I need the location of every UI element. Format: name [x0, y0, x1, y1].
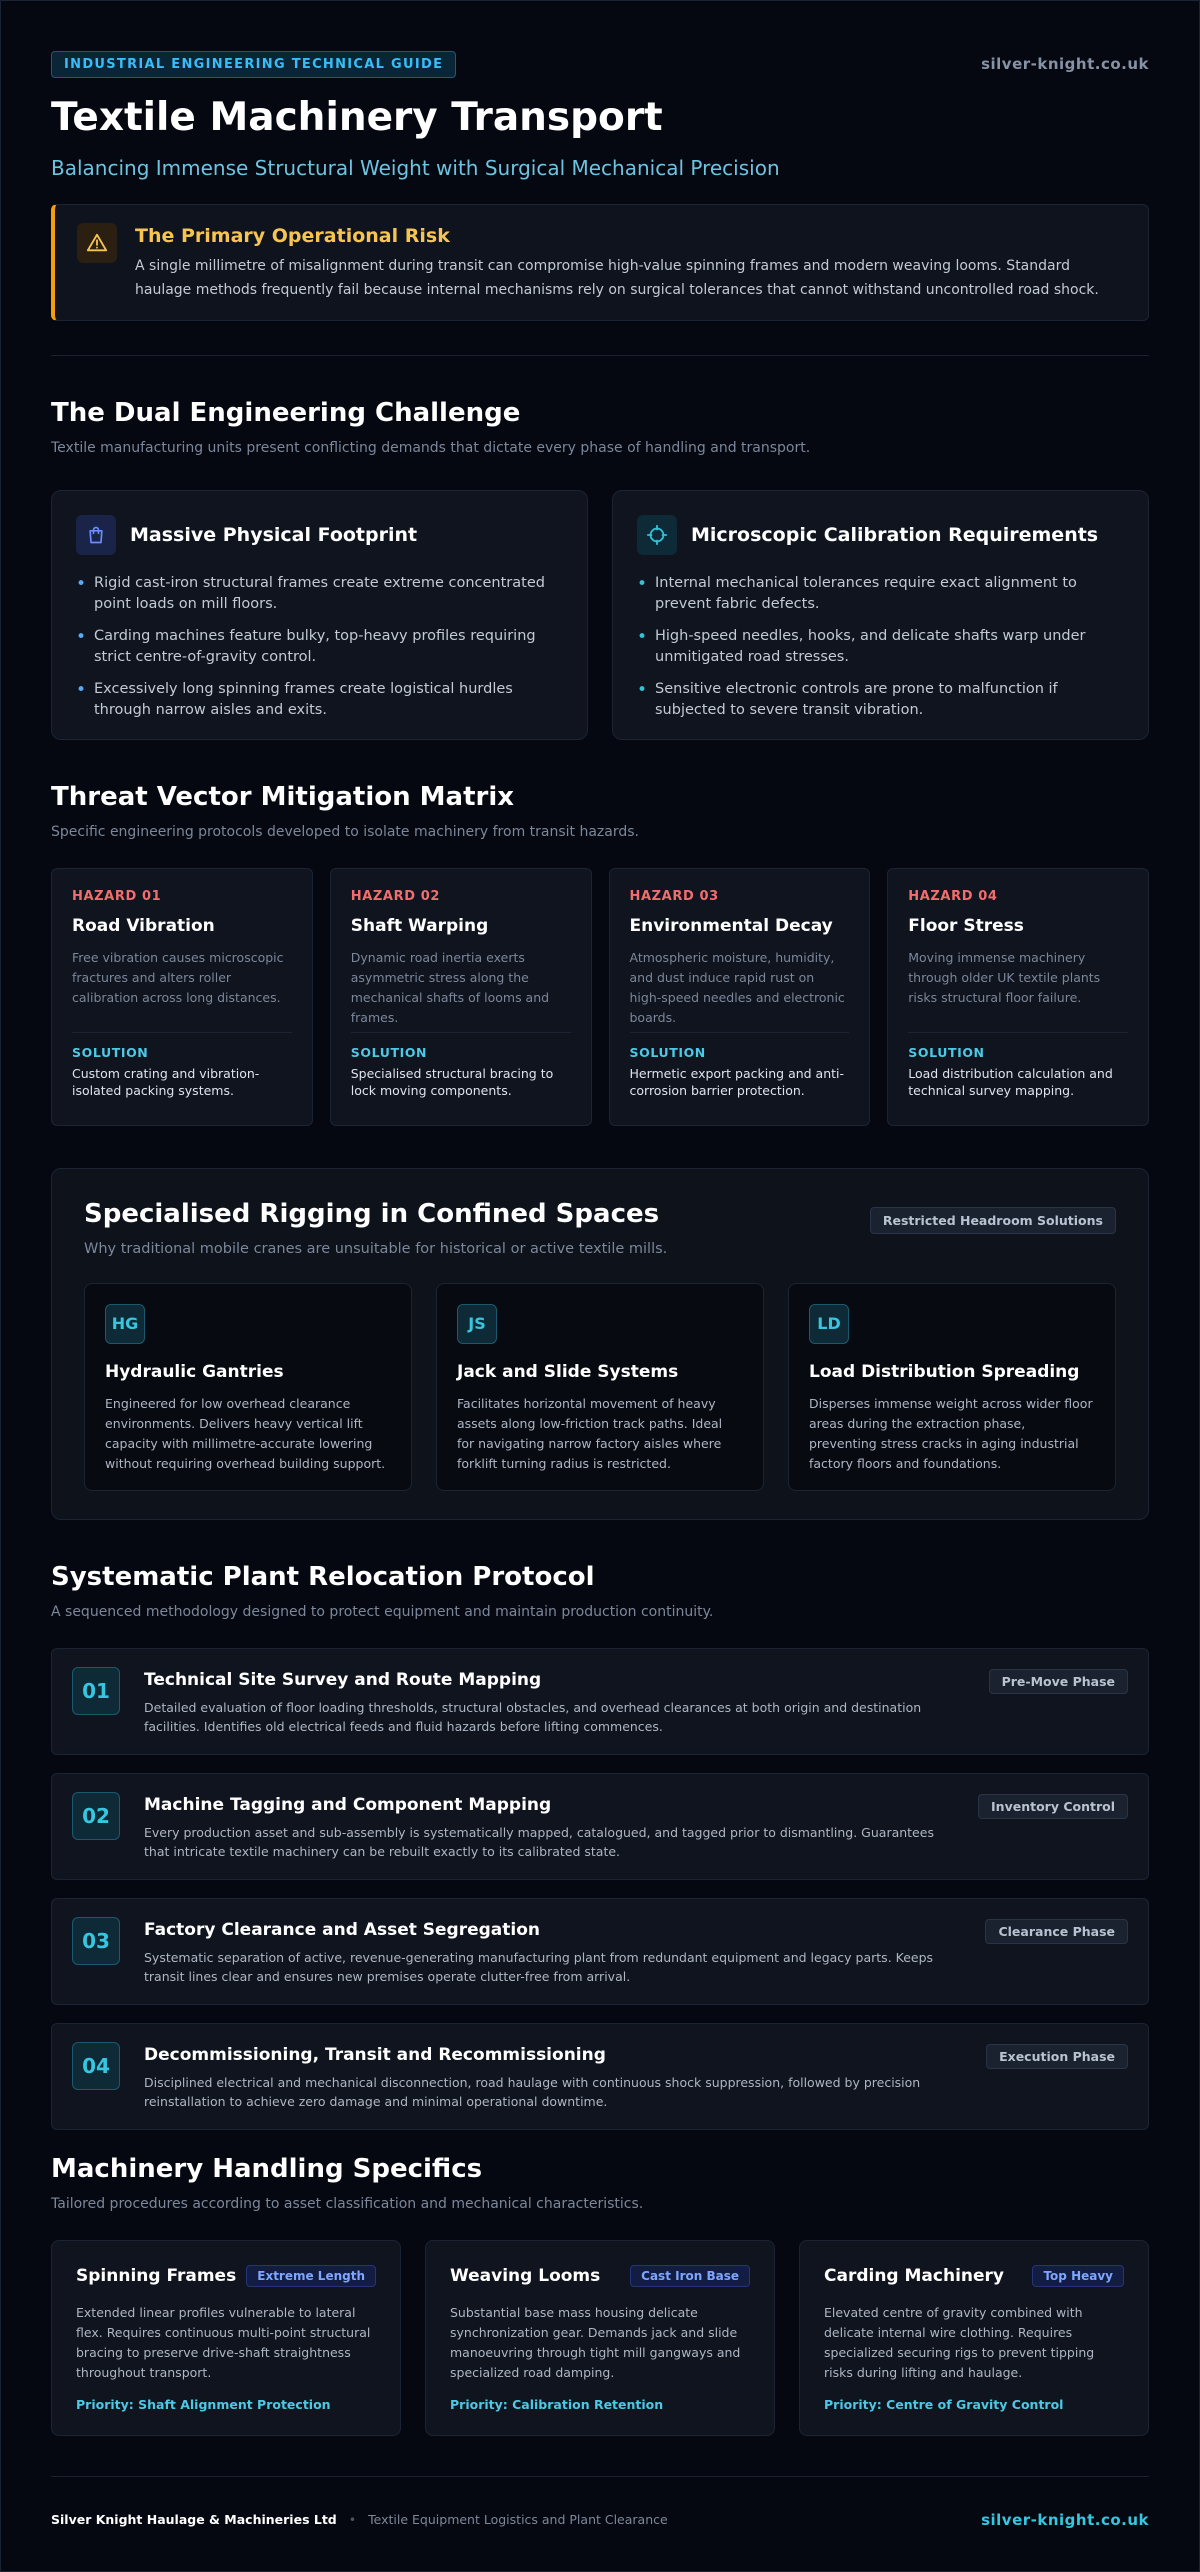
section-title: The Dual Engineering Challenge	[51, 397, 521, 428]
section-title: Machinery Handling Specifics	[51, 2153, 483, 2184]
step-phase-badge: Pre-Move Phase	[989, 1669, 1128, 1694]
challenge-card-calibration	[612, 490, 1149, 740]
handling-card	[799, 2240, 1149, 2436]
hazard-title: Shaft Warping	[350, 915, 489, 936]
site-domain-link[interactable]: silver-knight.co.uk	[981, 55, 1149, 73]
hazard-description: Moving immense machinery through older UK textile plants risks structural floor failure.	[908, 949, 1101, 1005]
section-title: Specialised Rigging in Confined Spaces	[84, 1198, 660, 1229]
risk-title: The Primary Operational Risk	[135, 224, 450, 247]
handling-title: Spinning Frames	[76, 2265, 237, 2286]
divider	[51, 2476, 1149, 2477]
footer-domain-link[interactable]: silver-knight.co.uk	[981, 2510, 1149, 2529]
hazard-description: Atmospheric moisture, humidity, and dust induce rapid rust on high-speed needles and electronic boards.	[629, 949, 845, 1025]
challenge-title: Massive Physical Footprint	[130, 523, 418, 546]
solution-text: Specialised structural bracing to lock moving components.	[350, 1065, 554, 1098]
protocol-step	[51, 2023, 1149, 2130]
divider	[351, 1032, 571, 1033]
handling-badge: Extreme Length	[246, 2265, 376, 2287]
hazard-tag: HAZARD 03	[629, 888, 719, 904]
threat-matrix-section	[51, 782, 1149, 1126]
handling-badge: Cast Iron Base	[630, 2265, 750, 2287]
rigging-card	[788, 1283, 1116, 1491]
divider	[908, 1032, 1128, 1033]
handling-description: Extended linear profiles vulnerable to lateral flex. Requires continuous multi-point structural bracing to preserve drive-shaft straightness throughout transport.	[76, 2304, 371, 2380]
crosshair-icon	[637, 515, 677, 555]
solution-text: Hermetic export packing and anti-corrosion barrier protection.	[629, 1065, 845, 1098]
solution-text: Load distribution calculation and technical survey mapping.	[908, 1065, 1113, 1098]
footer-separator: •	[348, 2512, 357, 2528]
hazard-card	[609, 868, 871, 1126]
step-description: Every production asset and sub-assembly is systematically mapped, catalogued, and tagged prior to dismantling. Guarantees that intricate textile machinery can be rebuilt exactly to its calibrated state.	[144, 1824, 934, 1860]
solution-label: SOLUTION	[72, 1044, 149, 1060]
list-item: • Internal mechanical tolerances require exact alignment to prevent fabric defects.	[637, 573, 1124, 615]
solution-label: SOLUTION	[629, 1044, 706, 1060]
handling-priority: Priority: Centre of Gravity Control	[824, 2396, 1064, 2412]
section-subtitle: Specific engineering protocols developed to isolate machinery from transit hazards.	[51, 823, 639, 840]
divider	[72, 1032, 292, 1033]
footer	[51, 2511, 1149, 2529]
rigging-card-title: Load Distribution Spreading	[809, 1361, 1080, 1382]
section-title: Threat Vector Mitigation Matrix	[51, 781, 515, 812]
challenge-title: Microscopic Calibration Requirements	[691, 523, 1099, 546]
rigging-card-description: Engineered for low overhead clearance environments. Delivers heavy vertical lift capacity with millimetre-accurate lowering without requiring overhead building support.	[105, 1395, 386, 1471]
step-title: Decommissioning, Transit and Recommissioning	[144, 2044, 606, 2065]
rigging-card-title: Jack and Slide Systems	[457, 1361, 679, 1382]
relocation-protocol-section	[51, 1562, 1149, 2130]
handling-card	[51, 2240, 401, 2436]
handling-specifics-section	[51, 2154, 1149, 2436]
hazard-title: Floor Stress	[908, 915, 1024, 936]
section-subtitle: Tailored procedures according to asset classification and mechanical characteristics.	[51, 2195, 644, 2212]
page-subtitle: Balancing Immense Structural Weight with Surgical Mechanical Precision	[51, 155, 780, 180]
solution-label: SOLUTION	[350, 1044, 428, 1060]
step-number: 01	[72, 1667, 120, 1715]
rigging-badge: Restricted Headroom Solutions	[870, 1207, 1116, 1234]
protocol-step	[51, 1648, 1149, 1755]
hazard-card	[330, 868, 592, 1126]
step-title: Technical Site Survey and Route Mapping	[144, 1669, 542, 1690]
risk-callout	[51, 204, 1149, 321]
divider	[51, 355, 1149, 356]
handling-card	[425, 2240, 775, 2436]
handling-title: Carding Machinery	[824, 2265, 1005, 2286]
hazard-tag: HAZARD 02	[350, 888, 440, 904]
bag-icon	[76, 515, 116, 555]
section-title: Systematic Plant Relocation Protocol	[51, 1561, 595, 1592]
rigging-abbr: JS	[457, 1304, 497, 1344]
rigging-abbr: HG	[105, 1304, 145, 1344]
step-number: 03	[72, 1917, 120, 1965]
guide-badge: INDUSTRIAL ENGINEERING TECHNICAL GUIDE	[51, 51, 456, 78]
hazard-description: Free vibration causes microscopic fractures and alters roller calibration across long distances.	[72, 949, 284, 1005]
solution-label: SOLUTION	[908, 1044, 985, 1060]
section-subtitle: A sequenced methodology designed to protect equipment and maintain production continuity.	[51, 1603, 714, 1620]
divider	[630, 1032, 850, 1033]
warning-icon	[77, 223, 117, 263]
handling-title: Weaving Looms	[450, 2265, 601, 2286]
handling-priority: Priority: Shaft Alignment Protection	[76, 2396, 331, 2412]
step-description: Detailed evaluation of floor loading thresholds, structural obstacles, and overhead clearances at both origin and destination facilities. Identifies old electrical feeds and fluid hazards before lifting commences.	[144, 1699, 922, 1735]
solution-text: Custom crating and vibration-isolated packing systems.	[72, 1065, 260, 1098]
step-description: Disciplined electrical and mechanical disconnection, road haulage with continuous shock suppression, followed by precision reinstallation to achieve zero damage and minimal operational downtime.	[144, 2074, 921, 2110]
list-item: • Rigid cast-iron structural frames create extreme concentrated point loads on mill floors.	[76, 573, 563, 615]
hazard-title: Road Vibration	[72, 915, 215, 936]
rigging-card-description: Facilitates horizontal movement of heavy assets along low-friction track paths. Ideal for navigating narrow factory aisles where forklift turning radius is restricted.	[457, 1395, 723, 1471]
rigging-section	[51, 1168, 1149, 1520]
hazard-card	[51, 868, 313, 1126]
step-number: 02	[72, 1792, 120, 1840]
list-item: • Sensitive electronic controls are prone to malfunction if subjected to severe transit vibration.	[637, 679, 1124, 721]
hazard-tag: HAZARD 01	[72, 888, 162, 904]
list-item: • Excessively long spinning frames create logistical hurdles through narrow aisles and exits.	[76, 679, 563, 721]
challenge-card-footprint	[51, 490, 588, 740]
rigging-card	[436, 1283, 764, 1491]
step-phase-badge: Inventory Control	[978, 1794, 1128, 1819]
step-title: Machine Tagging and Component Mapping	[144, 1794, 552, 1815]
footer-company: Silver Knight Haulage & Machineries Ltd	[51, 2512, 337, 2528]
hazard-tag: HAZARD 04	[908, 888, 998, 904]
hazard-card	[887, 868, 1149, 1126]
rigging-card	[84, 1283, 412, 1491]
handling-priority: Priority: Calibration Retention	[450, 2396, 664, 2412]
handling-badge: Top Heavy	[1032, 2265, 1124, 2287]
handling-description: Elevated centre of gravity combined with delicate internal wire clothing. Requires specialized securing rigs to prevent tipping risks during lifting and haulage.	[824, 2304, 1095, 2380]
step-phase-badge: Clearance Phase	[985, 1919, 1128, 1944]
step-description: Systematic separation of active, revenue-generating manufacturing plant from redundant equipment and legacy parts. Keeps transit lines clear and ensures new premises operate clutter-free from arrival.	[144, 1949, 934, 1985]
hazard-title: Environmental Decay	[629, 915, 833, 936]
challenge-list	[76, 573, 563, 721]
rigging-card-title: Hydraulic Gantries	[105, 1361, 284, 1382]
rigging-card-description: Disperses immense weight across wider floor areas during the extraction phase, preventing stress cracks in aging industrial factory floors and foundations.	[809, 1395, 1093, 1471]
page-title: Textile Machinery Transport	[51, 95, 663, 140]
protocol-step	[51, 1773, 1149, 1880]
risk-text	[135, 223, 1126, 302]
footer-tagline: Textile Equipment Logistics and Plant Clearance	[368, 2512, 668, 2528]
step-phase-badge: Execution Phase	[986, 2044, 1128, 2069]
dual-challenge-section	[51, 398, 1149, 740]
list-item: • Carding machines feature bulky, top-heavy profiles requiring strict centre-of-gravity control.	[76, 626, 563, 668]
top-bar	[51, 51, 1149, 77]
handling-description: Substantial base mass housing delicate synchronization gear. Demands jack and slide manoeuvring through tight mill gangways and specialized road damping.	[450, 2304, 741, 2380]
list-item: • High-speed needles, hooks, and delicate shafts warp under unmitigated road stresses.	[637, 626, 1124, 668]
step-title: Factory Clearance and Asset Segregation	[144, 1919, 541, 1940]
challenge-list	[637, 573, 1124, 721]
section-subtitle: Textile manufacturing units present conflicting demands that dictate every phase of handling and transport.	[51, 439, 811, 456]
protocol-step	[51, 1898, 1149, 2005]
rigging-abbr: LD	[809, 1304, 849, 1344]
risk-body: A single millimetre of misalignment during transit can compromise high-value spinning frames and modern weaving looms. Standard haulage methods frequently fail because internal mechanisms rely on surgical tolerances that cannot withstand uncontrolled road shock.	[135, 257, 1099, 298]
step-number: 04	[72, 2042, 120, 2090]
hazard-description: Dynamic road inertia exerts asymmetric stress along the mechanical shafts of looms and frames.	[350, 949, 550, 1025]
section-subtitle: Why traditional mobile cranes are unsuitable for historical or active textile mills.	[84, 1240, 668, 1257]
